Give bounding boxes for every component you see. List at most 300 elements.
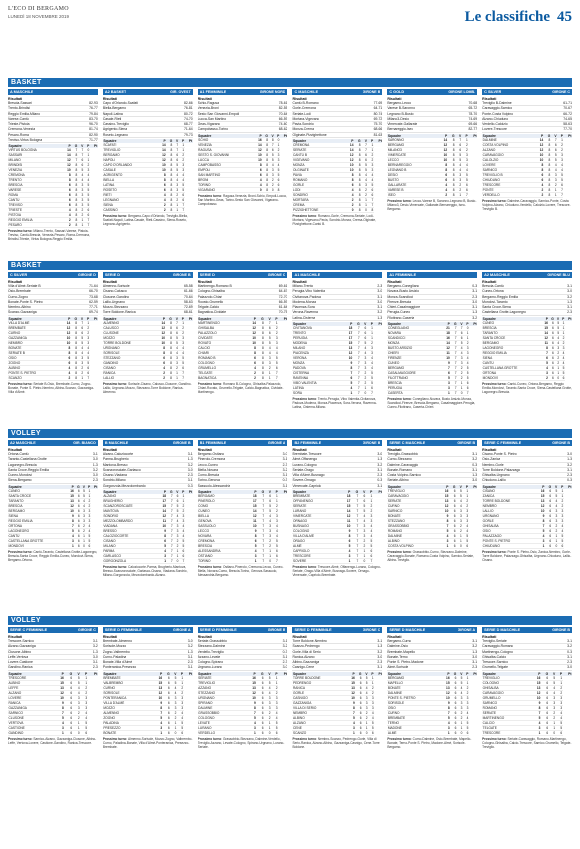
games-played: 6	[256, 685, 264, 690]
games-lost: 5	[558, 538, 564, 543]
team-points: 4	[246, 720, 256, 725]
games-won: 2	[457, 366, 463, 371]
games-won: 3	[73, 695, 81, 700]
standings-column	[198, 272, 288, 416]
team-name: CASERTA	[387, 391, 441, 396]
league-group: GIRONE B	[172, 273, 191, 277]
games-won: 0	[360, 391, 367, 396]
games-played: 8	[166, 355, 173, 360]
games-won: 3	[457, 356, 463, 361]
team-name: CALOZIOCORTE	[103, 534, 158, 539]
games-lost: 1	[463, 676, 469, 681]
match-teams: Nembro-Albino	[8, 305, 31, 310]
games-played: 6	[548, 325, 554, 330]
page-number: 45	[557, 9, 572, 25]
games-played: 8	[354, 163, 361, 168]
team-points: 2	[541, 375, 548, 380]
games-won: 3	[265, 524, 272, 529]
standings-table	[482, 485, 572, 549]
team-name: VILLA D'ALMÈ	[103, 700, 153, 705]
next-round-text: Sorisole-Cisano, Calusco-Clusone, Gandino-Lallio, Urgnano-Mozzo, Stezzano-Torre Boldone, Ranica-Almenno.	[102, 381, 192, 394]
games-played: 7	[71, 148, 78, 153]
next-round-text: Cantù-Taranto, Castellana Grotte-Lagonegro, Brescia-Santa Croce, Reggio Emilia-Cuneo, Mondovì-Siena, Bergamo-Ortona.	[8, 549, 98, 562]
sport-band-volley	[8, 616, 572, 625]
games-won: 2	[455, 187, 462, 192]
games-lost: 6	[271, 549, 278, 554]
team-points: 5	[153, 715, 163, 720]
match-score: 3-1	[187, 478, 193, 483]
games-lost: 2	[462, 147, 469, 152]
team-points: 8	[62, 350, 71, 355]
standings-header-cell: Squadre	[198, 672, 247, 676]
games-lost: 6	[271, 730, 278, 735]
team-name: MILANO3	[387, 147, 438, 152]
games-won: 2	[265, 539, 272, 544]
games-played: 7	[353, 366, 360, 371]
games-won: 6	[360, 331, 367, 336]
team-points: 9	[246, 700, 256, 705]
games-won: 2	[362, 715, 368, 720]
games-lost: 4	[560, 360, 565, 365]
match-teams: Cologno-Spirano	[197, 660, 224, 665]
team-points: 13	[440, 498, 449, 503]
games-lost: 1	[368, 680, 374, 685]
match-teams: Caravaggio-Romano	[482, 644, 514, 649]
games-won: 1	[549, 720, 556, 725]
standings-column	[482, 272, 572, 416]
team-points: 6	[254, 172, 262, 177]
games-lost: 4	[462, 162, 469, 167]
games-won: 5	[265, 509, 272, 514]
team-points: 12	[63, 158, 71, 163]
games-won: 2	[552, 528, 558, 533]
team-points: 10	[442, 695, 451, 700]
table-row	[292, 559, 382, 564]
games-played: 6	[355, 680, 362, 685]
next-round-text: Bergamo-Capo d'Orlando, Treviglio-Biella, Scafati-Napoli, Latina-Casale, Rieti-Cassino, Siena-Roseto, Legnano-Agrigento.	[102, 214, 188, 227]
team-name: RIETI	[103, 193, 158, 198]
team-name: MONZA	[292, 163, 344, 168]
team-name: GRASSOBBIO	[387, 523, 440, 528]
match-teams: Casale-Rieti	[102, 116, 122, 121]
sport-label: BASKET	[11, 262, 42, 269]
match-teams: Treviglio B-Dalmine	[482, 101, 512, 105]
team-points: 8	[442, 705, 451, 710]
games-won: 3	[264, 355, 271, 360]
team-name: GHISALBA	[482, 685, 531, 690]
games-lost: 1	[367, 143, 373, 148]
team-name: BRESSO	[103, 529, 158, 534]
games-lost: 3	[463, 700, 469, 705]
table-row	[387, 192, 477, 197]
standings-header-cell: Squadre	[198, 134, 254, 138]
team-points: 7	[67, 523, 74, 528]
team-points: 10	[62, 335, 71, 340]
games-won: 1	[457, 725, 463, 730]
team-points: 7	[536, 523, 545, 528]
match-teams: Milano-Trento	[292, 284, 314, 288]
team-points: 1	[343, 391, 352, 396]
games-played: 8	[71, 183, 78, 188]
standings-table	[103, 317, 193, 381]
games-played: 8	[71, 360, 78, 365]
games-won: 0	[554, 375, 559, 380]
games-played: 8	[166, 345, 173, 350]
next-round-label: Prossimo turno	[482, 736, 506, 741]
games-played: 6	[163, 685, 170, 690]
team-name: STEZZANO	[103, 355, 157, 360]
match-score: 3-1	[282, 654, 288, 659]
table-row	[8, 223, 98, 228]
standings-header-cell: V	[552, 485, 558, 489]
table-row	[387, 730, 477, 735]
team-points: 6	[254, 167, 262, 172]
team-points: 16	[442, 336, 451, 341]
games-played: 6	[545, 538, 552, 543]
match-score: 81-74	[89, 127, 98, 132]
games-played: 6	[545, 533, 552, 538]
team-points: 14	[62, 321, 71, 326]
games-played: 7	[167, 559, 174, 564]
match-score: 3-2	[187, 462, 193, 467]
games-played: 6	[355, 715, 362, 720]
results-heading: Risultati	[8, 97, 23, 101]
games-lost: 2	[177, 685, 184, 690]
standings-column	[198, 627, 288, 841]
league-group: GIRONE B	[552, 441, 570, 445]
team-points: 15	[347, 680, 356, 685]
team-name: ALBINO	[8, 680, 54, 685]
standings-header-cell: P	[80, 672, 88, 676]
team-points: 10	[63, 168, 71, 173]
team-name: CUNEO	[482, 321, 541, 326]
team-name: PERUGIA	[292, 336, 343, 341]
games-lost: 3	[367, 168, 373, 173]
games-played: 8	[71, 365, 78, 370]
games-won: 3	[173, 524, 179, 529]
standings-header-cell: V	[551, 134, 557, 138]
games-lost: 1	[179, 494, 185, 499]
games-won: 5	[457, 680, 463, 685]
games-won: 4	[554, 335, 559, 340]
games-lost: 4	[271, 715, 278, 720]
team-points: 11	[541, 340, 548, 345]
games-won: 2	[78, 365, 84, 370]
team-name: ALZANO	[482, 147, 535, 152]
games-played: 6	[545, 489, 552, 494]
games-lost: 5	[271, 360, 278, 365]
match-score: 76-77	[89, 106, 98, 111]
standings-header-cell: G	[448, 134, 455, 138]
team-points: 3	[67, 538, 74, 543]
games-played: 6	[74, 543, 80, 548]
standings-table	[292, 139, 382, 213]
team-points: 0	[254, 187, 262, 192]
games-won: 3	[78, 203, 84, 208]
games-played: 7	[257, 524, 265, 529]
games-won: 3	[457, 361, 463, 366]
games-won: 5	[361, 163, 367, 168]
next-round-label: Prossimo turno	[387, 549, 411, 554]
league-group: GIRONE NORD	[259, 90, 286, 94]
games-lost: 1	[366, 494, 373, 499]
games-lost: 5	[462, 533, 468, 538]
next-round-text: Milano-Trento, Sassari-Varese, Pistoia-Treviso, Cantù-Brescia, Venezia-Pesaro, Roma-Cremona, Brindisi-Trieste, Virtus Bologna-Reggio Emilia.	[8, 229, 90, 242]
games-played: 8	[166, 168, 173, 173]
team-points: 6	[341, 539, 351, 544]
team-points: 16	[440, 489, 449, 494]
games-lost: 1	[366, 499, 373, 504]
games-won: 1	[457, 720, 463, 725]
games-won: 3	[457, 705, 463, 710]
team-points: 14	[63, 153, 71, 158]
next-round-label: Prossimo turno	[8, 736, 32, 741]
games-won: 4	[264, 350, 271, 355]
match-teams: Lagonegro-Brescia	[8, 462, 37, 467]
games-won: 5	[549, 676, 556, 681]
games-won: 7	[551, 138, 557, 143]
team-name: ALBINO	[8, 365, 62, 370]
table-row	[198, 375, 288, 380]
team-points: 18	[341, 494, 351, 499]
match-score: 77-70	[563, 127, 572, 132]
team-points: 4	[158, 198, 166, 203]
games-lost: 3	[558, 518, 564, 523]
next-round-text: Ragusa-Venezia, Broni-Schio, Empoli-Lucca, San Martino-Geas, Torino-Sesto San Giovanni, Vigarano-Campobasso.	[197, 193, 287, 206]
games-lost: 2	[271, 509, 278, 514]
games-won: 3	[78, 355, 84, 360]
games-lost: 5	[368, 725, 374, 730]
team-name: CISTERNA	[292, 371, 343, 376]
league-group: GIRONE LOMB.	[448, 90, 476, 94]
games-won: 2	[173, 544, 179, 549]
team-points: 13	[153, 685, 163, 690]
match-score: 70-67	[563, 106, 572, 111]
games-lost: 2	[84, 325, 90, 330]
games-played: 8	[354, 158, 361, 163]
match-score: 70-64	[183, 294, 193, 299]
games-lost: 2	[366, 509, 373, 514]
games-won: 2	[457, 715, 463, 720]
games-lost: 1	[558, 489, 564, 494]
games-won: 4	[78, 178, 84, 183]
league-header	[103, 440, 193, 446]
team-points: 5	[54, 715, 65, 720]
team-name: BONATE	[387, 513, 440, 518]
standings-header-cell: Squadre	[292, 322, 343, 326]
next-round-note: Prossimo turno: Romano-Gorle, Cremona-Seriate, Lodi-Mortara, Vigevano-Pavia, Sondrio-Monza, Crema-Olginate, Pizzighettone-Cantù B.	[292, 214, 377, 227]
standings-header-cell: G	[354, 139, 361, 143]
team-name: BREMBATE	[8, 325, 62, 330]
games-won: 2	[172, 365, 178, 370]
results-heading: Risultati	[8, 635, 23, 639]
match-score: 0-3	[377, 478, 383, 483]
team-name: PINEROLO	[198, 499, 248, 504]
games-lost: 3	[178, 340, 184, 345]
games-won: 4	[457, 351, 463, 356]
standings-header-cell: Pt	[185, 139, 193, 143]
games-lost: 1	[367, 326, 374, 331]
results-heading: Risultati	[102, 448, 118, 452]
games-lost: 6	[463, 730, 469, 735]
games-lost: 5	[463, 366, 469, 371]
team-points: 12	[347, 690, 356, 695]
team-points: 8	[63, 178, 71, 183]
games-lost: 7	[557, 192, 563, 197]
games-won: 4	[264, 345, 271, 350]
games-lost: 3	[366, 519, 373, 524]
league-header	[387, 89, 477, 95]
team-name: CHIARI	[198, 350, 247, 355]
standings-header-cell: Pt	[469, 672, 477, 676]
match-teams: Agrigento-Siena	[102, 127, 128, 132]
next-round-note: Prossimo turno: Trescore-Almè, Offanengo-Lurano, Cologno-Seriate, Orago-Villa d'Almè, Busnago-Sovere, Ornago-Vimercate, Capriolo-Brembate.	[292, 565, 381, 578]
team-name: COLOGNO	[198, 715, 247, 720]
games-won: 0	[265, 559, 272, 564]
match-score: 0-3	[567, 649, 572, 654]
team-points: 2	[438, 192, 447, 197]
match-teams: Cuneo-Ortona	[482, 289, 504, 294]
team-points: 12	[341, 514, 351, 519]
games-lost: 3	[556, 695, 563, 700]
team-points: 16	[536, 489, 545, 494]
standings-header-cell: P	[560, 317, 565, 321]
team-points: 9	[341, 529, 351, 534]
games-played: 8	[166, 158, 173, 163]
match-score: 69-61	[278, 284, 288, 288]
games-played: 7	[351, 559, 359, 564]
games-played: 6	[450, 730, 457, 735]
table-row	[103, 730, 193, 735]
team-points: 5	[536, 528, 545, 533]
games-lost: 7	[367, 203, 373, 208]
standings-header-cell: Pt	[90, 144, 98, 148]
games-played: 8	[71, 325, 78, 330]
match-score: 80-72	[183, 111, 193, 116]
team-name: CHIERI	[387, 351, 441, 356]
games-won: 5	[554, 325, 559, 330]
games-lost: 3	[462, 513, 468, 518]
games-lost: 3	[179, 168, 185, 173]
team-points: 2	[247, 375, 257, 380]
match-score: 68-61	[183, 310, 193, 315]
games-won: 7	[457, 326, 463, 331]
games-played: 6	[355, 710, 362, 715]
games-played: 7	[450, 336, 457, 341]
standings-header-cell: Pt	[278, 672, 287, 676]
games-played: 7	[353, 356, 360, 361]
next-round-text: Romano B-Cologno, Ghisalba-Palazzolo, Chiari-Rovato, Grumello-Telgate, Calcio-Bagnatica, Cividate-Martinengo.	[197, 381, 284, 394]
team-points: 8	[247, 345, 257, 350]
games-won: 3	[456, 518, 462, 523]
games-played: 8	[71, 335, 78, 340]
team-name: MONZA	[292, 361, 343, 366]
match-score: 3-1	[472, 467, 478, 472]
league-header	[482, 89, 572, 95]
games-won: 1	[78, 223, 84, 228]
team-name: MEZZOLOMBARDO	[103, 519, 158, 524]
match-teams: Mondovì-Taranto	[482, 299, 508, 304]
games-played: 7	[257, 544, 265, 549]
games-lost: 4	[558, 528, 564, 533]
games-won: 2	[552, 523, 558, 528]
games-played: 8	[71, 345, 78, 350]
standings-table	[482, 317, 572, 381]
games-played: 6	[545, 518, 552, 523]
team-name: BREMBATE	[103, 676, 153, 681]
team-name: LAGONEGRO	[8, 528, 67, 533]
games-won: 4	[359, 514, 366, 519]
games-lost: 6	[84, 370, 90, 375]
team-name: SERIATE	[292, 504, 340, 509]
games-played: 7	[351, 549, 359, 554]
match-score: 3-2	[472, 644, 478, 649]
games-played: 8	[262, 172, 268, 177]
team-name: BUSNAGO	[292, 524, 340, 529]
standings-header-cell: Pt	[91, 485, 98, 489]
games-lost: 7	[367, 198, 373, 203]
match-score: 58-63	[183, 299, 193, 304]
team-name: LEGNANO B	[387, 167, 438, 172]
games-won: 1	[455, 192, 462, 197]
next-round-label: Prossimo turno	[197, 565, 222, 570]
team-name: VIMERCATE	[387, 152, 438, 157]
games-played: 6	[541, 715, 549, 720]
games-lost: 1	[462, 489, 468, 494]
team-name: MILANO	[8, 158, 63, 163]
team-points: 2	[157, 370, 166, 375]
games-won: 1	[457, 386, 463, 391]
team-name: BRONI	[198, 177, 254, 182]
games-lost: 6	[368, 730, 374, 735]
team-points: 6	[63, 193, 71, 198]
team-name: CHIUDUNO	[482, 177, 535, 182]
games-won: 3	[359, 524, 366, 529]
games-lost: 2	[271, 690, 278, 695]
team-points: 5	[341, 544, 351, 549]
games-won: 4	[455, 167, 462, 172]
match-score: 3-2	[567, 644, 572, 649]
match-teams: Pavia-Sondrio	[292, 122, 314, 127]
games-played: 8	[262, 157, 268, 162]
games-played: 8	[166, 321, 173, 326]
match-score: 3-0	[282, 452, 288, 456]
games-won: 4	[457, 690, 463, 695]
match-score: 2-3	[92, 478, 98, 483]
games-played: 8	[354, 183, 361, 188]
team-points: 8	[536, 518, 545, 523]
team-points: 11	[158, 519, 166, 524]
match-score: 3-1	[567, 305, 572, 310]
team-name: LECCO	[198, 529, 248, 534]
match-score: 66-72	[563, 111, 572, 116]
games-played: 6	[449, 538, 456, 543]
games-won: 5	[359, 504, 366, 509]
next-round-note: Prossimo turno: Caloziocorte-Parma, Brugherio-Mantova, Bresso-Scanzorosciate, Garlasco-Cisano, Viadana-Sondrio, Milano-Gorgonzola, Mezzolombardo-Alzano.	[102, 565, 188, 578]
team-name: ISEO	[387, 192, 438, 197]
games-won: 7	[78, 148, 84, 153]
standings-header-cell: P	[179, 490, 185, 494]
match-score: 64-71	[373, 106, 383, 111]
standings-header-cell: P	[463, 672, 469, 676]
games-won: 1	[361, 198, 367, 203]
games-lost: 5	[366, 539, 373, 544]
games-played: 8	[354, 193, 361, 198]
games-played: 7	[167, 509, 174, 514]
games-won: 3	[78, 193, 84, 198]
games-won: 6	[265, 499, 272, 504]
games-lost: 3	[177, 705, 184, 710]
